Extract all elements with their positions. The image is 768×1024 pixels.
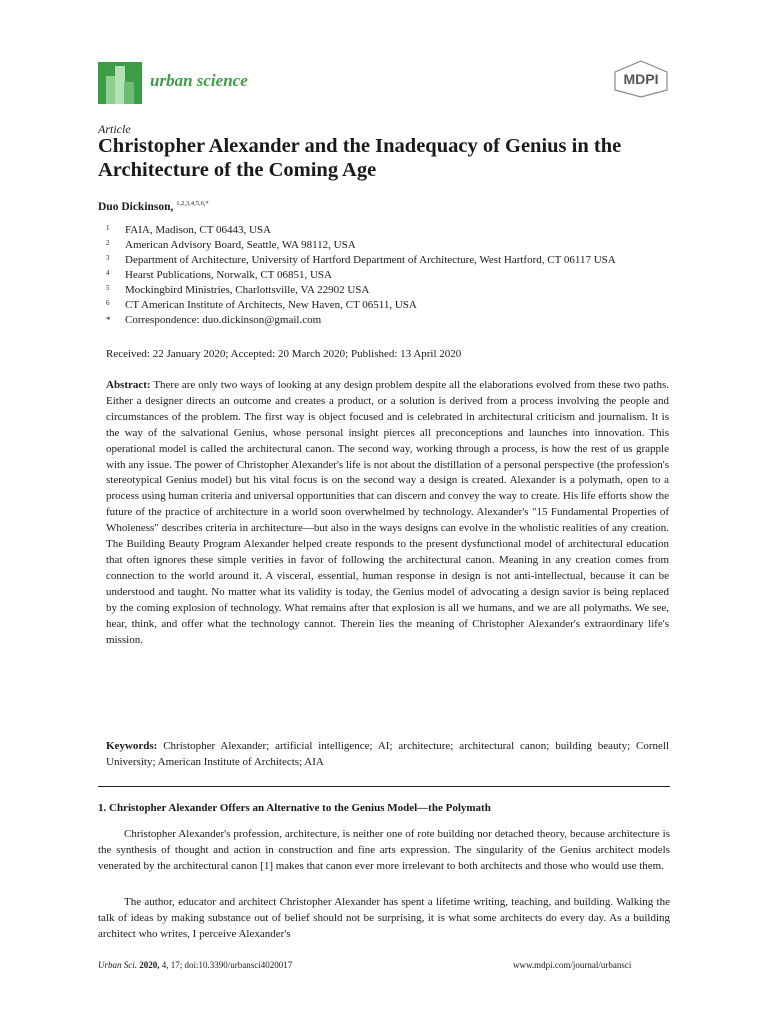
article-type: Article [98, 122, 131, 136]
publisher-name: MDPI [623, 71, 659, 87]
affiliation: 1 FAIA, Madison, CT 06443, USA [106, 224, 271, 236]
keywords-label: Keywords: [106, 740, 158, 752]
affiliations [106, 223, 674, 328]
section-heading: 1. Christopher Alexander Offers an Alternative to the Genius Model—the Polymath [98, 802, 491, 814]
abstract [106, 378, 669, 648]
citation-footer: Urban Sci. 2020, 4, 17; doi:10.3390/urbansci4020017 [98, 960, 293, 970]
mdpi-logo [612, 60, 670, 98]
keywords [106, 738, 669, 770]
abstract-text: There are only two ways of looking at any design problem despite all the elaborations evolved from these two paths. Either a designer directs an outcome and creates a product, or a solution is derived from a process involving the people and circumstances of the problem. The first way is object focused and is celebrated in architectural criticism and journalism. It is the way of the salvational Genius, whose personal insight pierces all preconceptions and launches into innovation. This operational model is called the architectural canon. The second way, working through a process, is how the rest of us grapple with any issue. The power of Christopher Alexander's life is not about the distillation of a personal perspective (the profession's stereotypical Genius model) but his vital focus is on the second way a design is created. Alexander is a polymath, open to a process using human criteria and universal opportunities that can discern and convey the way to create. His life efforts show the future of the practice of architecture in a world soon overwhelmed by technology. Alexander's "15 Fundamental Properties of Wholeness" describes criteria in architecture—but also in the ways designs can evolve in the wholistic realities of any creation. The Building Beauty Program Alexander helped create responds to the present dysfunctional model of architectural education that often ignores these simple verities in favor of following the architectural canon. Meaning in any creation comes from connection to the world around it. A visceral, essential, human response in design is not anti-intellectual, because it can be understood and taught. No matter what its validity is today, the Genius model of advocating a design savior is being replaced by the coming explosion of technology. What remains after that explosion is all we humans, and we are all polymaths. We see, hear, think, and offer what the technology cannot. Therein lies the meaning of Christopher Alexander's extraordinary life's mission. [106, 379, 669, 646]
affiliation: 6 CT American Institute of Architects, New Haven, CT 06511, USA [106, 299, 417, 311]
paper-title: Christopher Alexander and the Inadequacy of Genius in the Architecture of the Coming Age [98, 135, 622, 181]
affiliation: 3 Department of Architecture, University of Hartford Department of Architecture, West Hartford, CT 06117 USA [106, 254, 616, 266]
journal-name: urban science [150, 71, 248, 90]
author-line [98, 200, 209, 213]
journal-url[interactable]: www.mdpi.com/journal/urbansci [513, 960, 632, 970]
author-marks: 1,2,3,4,5,6,* [176, 200, 209, 207]
correspondence: * Correspondence: duo.dickinson@gmail.com [106, 314, 322, 326]
body-paragraph: The author, educator and architect Christopher Alexander has spent a lifetime writing, teaching, and building. Walking the talk of ideas by making substance out of belief should not be surprising, it is what some architects do every day. As a building architect who writes, I perceive Alexander's [98, 896, 670, 940]
keywords-text: Christopher Alexander; artificial intelligence; AI; architecture; architectural canon; building beauty; Cornell University; American Institute of Architects; AIA [106, 740, 669, 768]
affiliation: 2 American Advisory Board, Seattle, WA 98112, USA [106, 239, 356, 251]
affiliation: 5 Mockingbird Ministries, Charlottsville, VA 22902 USA [106, 284, 370, 296]
publication-dates: Received: 22 January 2020; Accepted: 20 March 2020; Published: 13 April 2020 [106, 348, 462, 360]
affiliation: 4 Hearst Publications, Norwalk, CT 06851, USA [106, 269, 332, 281]
body-paragraph: Christopher Alexander's profession, architecture, is neither one of rote building nor detached theory, because architecture is the synthesis of thought and action in construction and fine arts expression. The singularity of the Genius architect models venerated by the architectural canon [1] makes that canon ever more irrelevant to both architects and those who would use them. [98, 828, 670, 872]
abstract-label: Abstract: [106, 379, 151, 391]
journal-logo [98, 62, 142, 104]
author-name: Duo Dickinson, [98, 200, 174, 213]
divider [98, 786, 670, 787]
